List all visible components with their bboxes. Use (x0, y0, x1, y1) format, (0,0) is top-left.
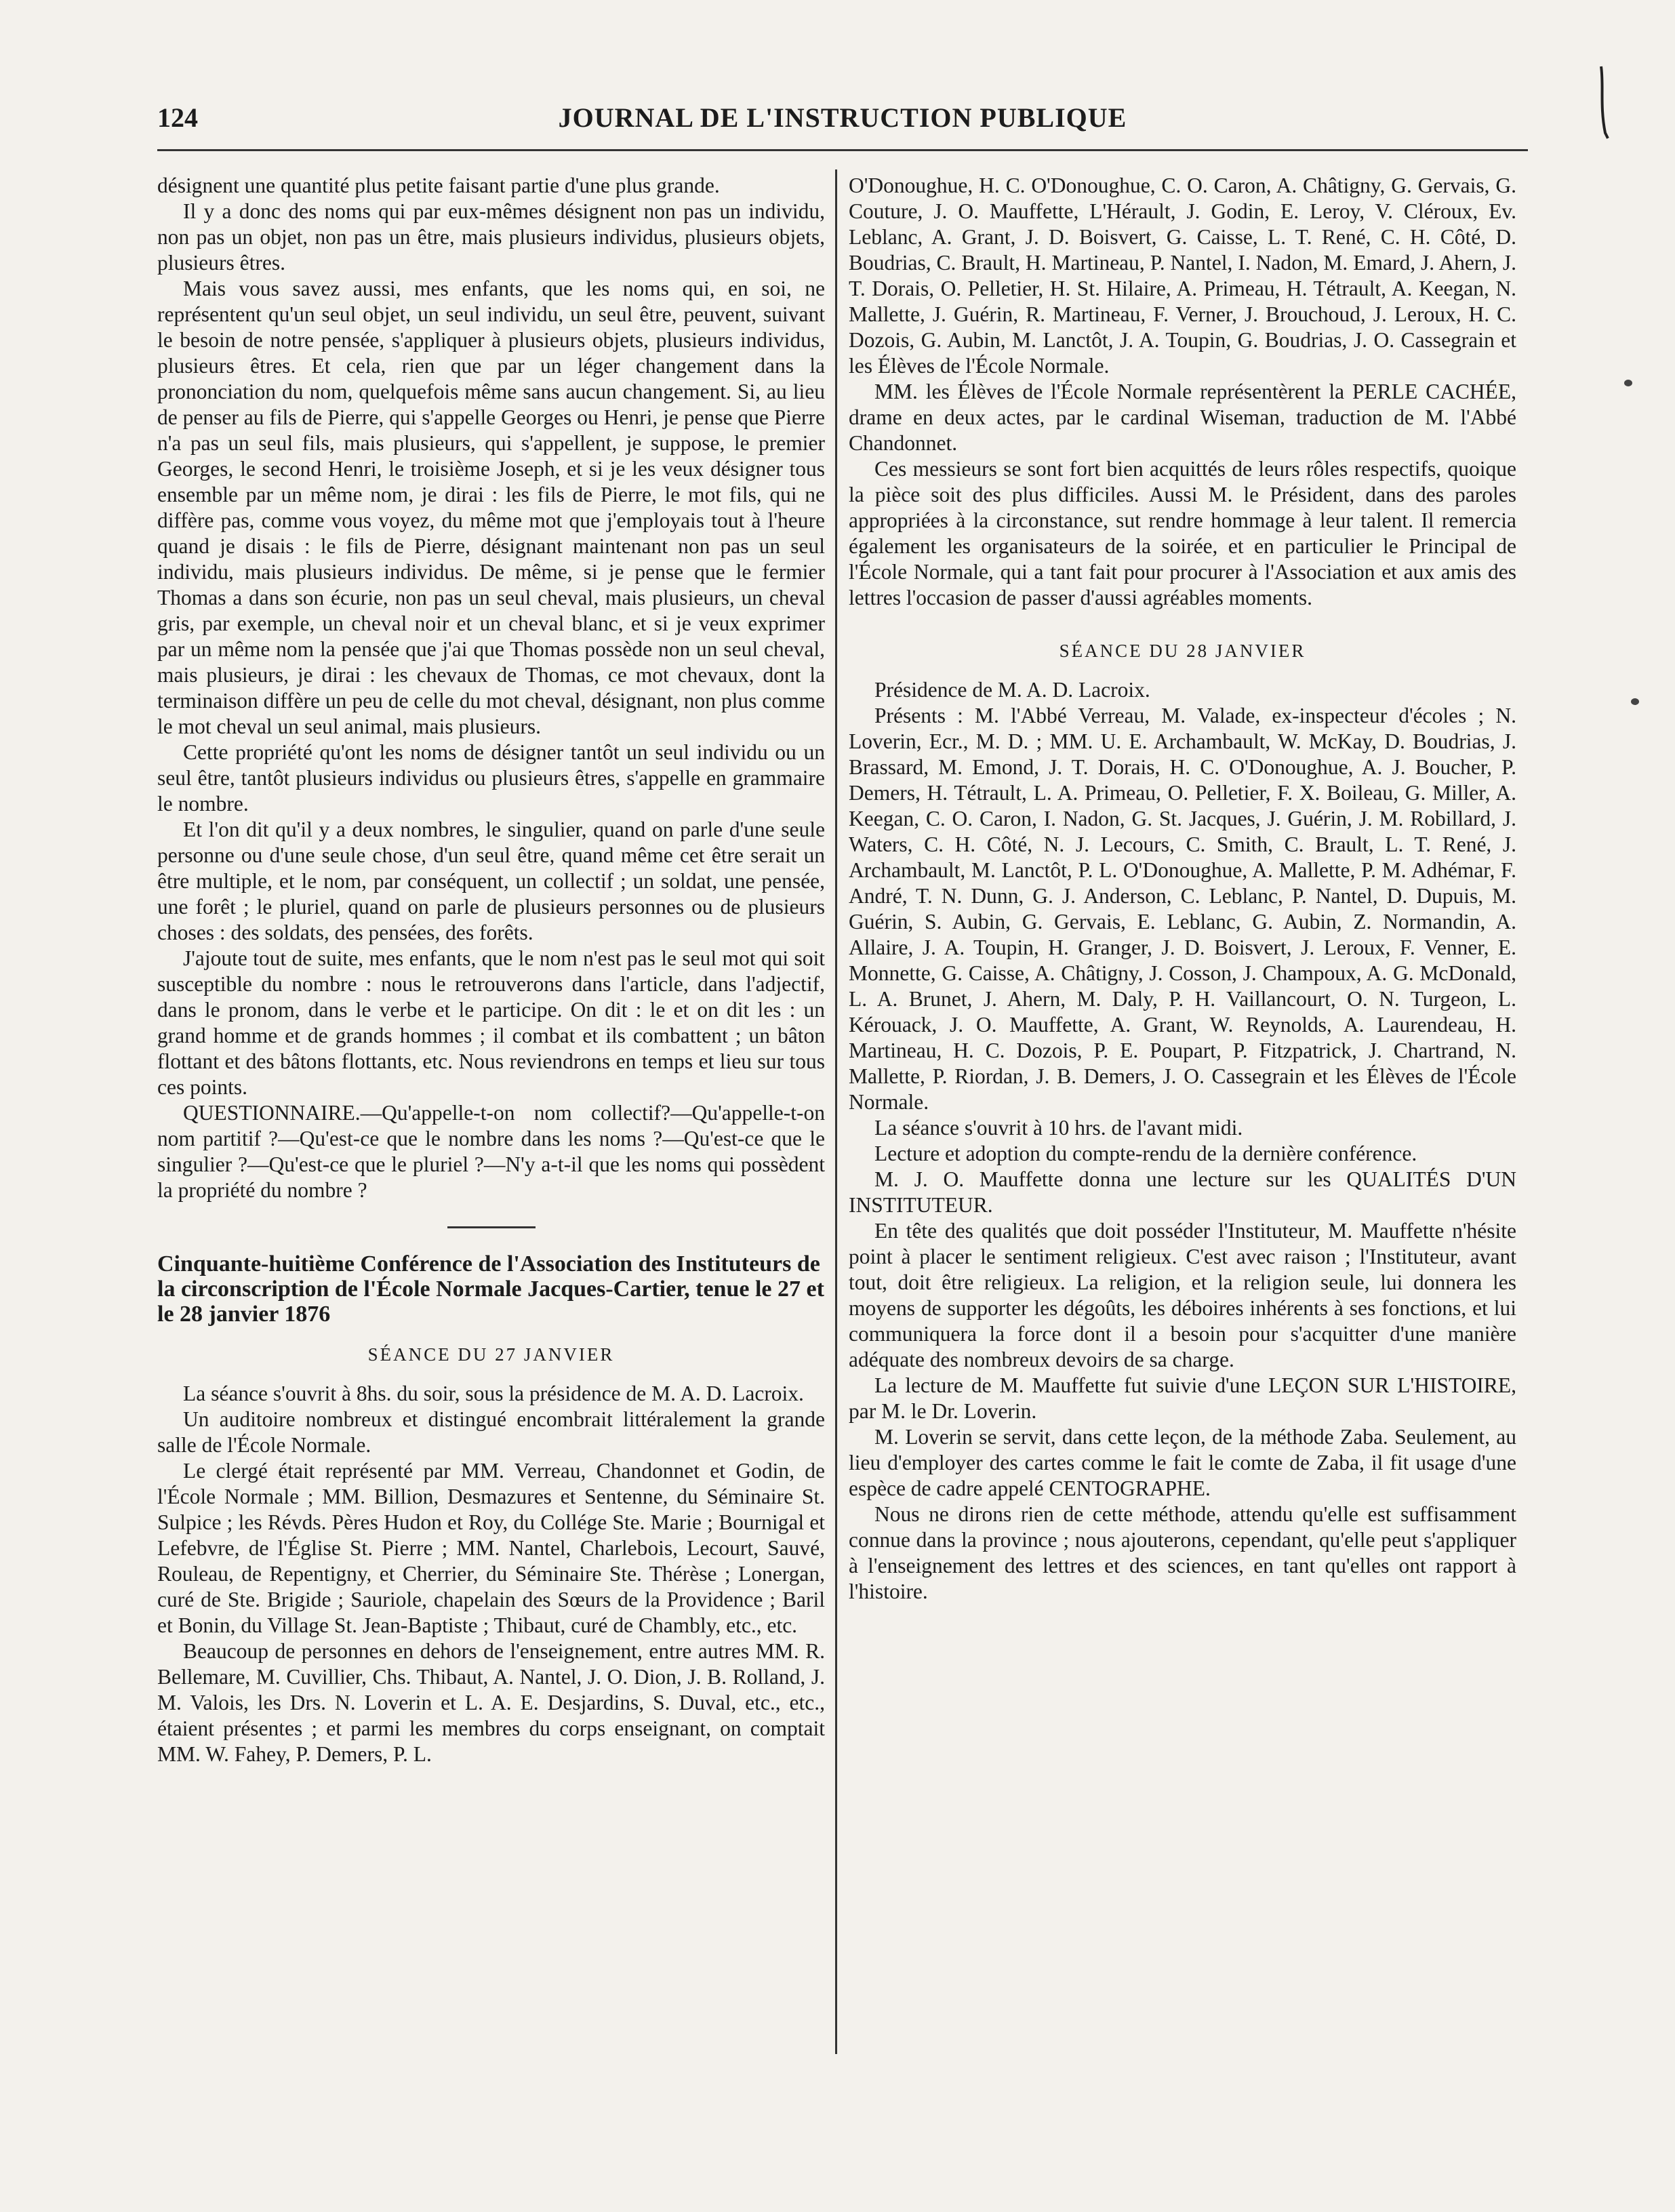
paragraph: Ces messieurs se sont fort bien acquittés de leurs rôles respectifs, quoique la pièce soit des plus difficiles. Aussi M. le Président, dans des paroles appropriées à la circonstance, sut rendre hommage à leur talent. Il remercia également les organisateurs de la soirée, et en particulier le Principal de l'École Normale, qui a tant fait pour procurer à l'Association et aux amis des lettres l'occasion de passer d'aussi agréables moments. (849, 457, 1516, 609)
page-number: 124 (157, 102, 198, 133)
paragraph: Présidence de M. A. D. Lacroix. (874, 678, 1150, 702)
ink-speck (1624, 380, 1632, 386)
ink-speck (1631, 698, 1639, 705)
right-column (849, 173, 1516, 1605)
paragraph: M. J. O. Mauffette donna une lecture sur les QUALITÉS D'UN INSTITUTEUR. (849, 1167, 1516, 1217)
paragraph: Mais vous savez aussi, mes enfants, que les noms qui, en soi, ne représentent qu'un seul objet, un seul individu, un seul être, peuvent, suivant le besoin de notre pensée, s'appliquer à plusieurs objets, plusieurs individus, plusieurs êtres. Et cela, rien que par un léger changement dans la prononciation du nom, quelquefois même sans aucun changement. Si, au lieu de penser au fils de Pierre, qui s'appelle Georges ou Henri, je pense que Pierre n'a pas un seul fils, mais plusieurs, qui s'appellent, je suppose, le premier Georges, le second Henri, le troisième Joseph, et si je les veux désigner tous ensemble par un même nom, je dirai : les fils de Pierre, le mot fils, qui ne diffère pas, comme vous voyez, du même mot que j'employais tout à l'heure quand je disais : le fils de Pierre, désignant maintenant non pas un seul individu, mais plusieurs individus. De même, si je pense que le fermier Thomas a dans son écurie, non pas un seul cheval, mais plusieurs, un cheval gris, par exemple, un cheval noir et un cheval blanc, et si je veux exprimer par un même nom la pensée que j'ai que Thomas possède non un seul cheval, mais plusieurs, je dirai : les chevaux de Thomas, ce mot chevaux, dont la terminaison diffère un peu de celle du mot cheval, désignant, non plus comme le mot cheval un seul animal, mais plusieurs. (157, 277, 825, 738)
left-column (157, 173, 825, 1767)
paragraph: La séance s'ouvrit à 10 hrs. de l'avant midi. (874, 1116, 1243, 1140)
paragraph: désignent une quantité plus petite faisant partie d'une plus grande. (157, 174, 720, 197)
paragraph: Cette propriété qu'ont les noms de désigner tantôt un seul individu ou un seul être, tantôt plusieurs individus ou plusieurs êtres, s'appelle en grammaire le nombre. (157, 740, 825, 816)
paragraph: Lecture et adoption du compte-rendu de la dernière conférence. (874, 1142, 1417, 1165)
paragraph: Nous ne dirons rien de cette méthode, attendu qu'elle est suffisamment connue dans la province ; nous ajouterons, cependant, qu'elle peut s'appliquer à l'enseignement des lettres et des sciences, en tant qu'elles ont rapport à l'histoire. (849, 1502, 1516, 1603)
paragraph: La lecture de M. Mauffette fut suivie d'une LEÇON SUR L'HISTOIRE, par M. le Dr. Loverin. (849, 1373, 1516, 1423)
paragraph: M. Loverin se servit, dans cette leçon, de la méthode Zaba. Seulement, au lieu d'employer des cartes comme le fait le comte de Zaba, il fit usage d'une espèce de cadre appelé CENTOGRAPHE. (849, 1425, 1516, 1500)
section-divider (447, 1226, 536, 1228)
paragraph: Un auditoire nombreux et distingué encombrait littéralement la grande salle de l'École Normale. (157, 1407, 825, 1457)
paragraph: MM. les Élèves de l'École Normale représentèrent la PERLE CACHÉE, drame en deux actes, par le cardinal Wiseman, traduction de M. l'Abbé Chandonnet. (849, 380, 1516, 455)
paragraph: O'Donoughue, H. C. O'Donoughue, C. O. Caron, A. Châtigny, G. Gervais, G. Couture, J. O. Mauffette, L'Hérault, J. Godin, E. Leroy, V. Cléroux, Ev. Leblanc, A. Grant, J. D. Boisvert, G. Caisse, L. T. René, C. H. Côté, D. Boudrias, C. Brault, H. Martineau, P. Nantel, I. Nadon, M. Emard, J. Ahern, J. T. Dorais, O. Pelletier, H. St. Hilaire, A. Primeau, H. Tétrault, A. Keegan, N. Mallette, J. Guérin, R. Martineau, F. Verner, J. Brouchoud, J. Leroux, H. C. Dozois, G. Aubin, M. Lanctôt, J. A. Toupin, G. Boudrias, J. O. Cassegrain et les Élèves de l'École Normale. (849, 174, 1516, 378)
paragraph: La séance s'ouvrit à 8hs. du soir, sous la présidence de M. A. D. Lacroix. (183, 1382, 804, 1405)
paragraph: Et l'on dit qu'il y a deux nombres, le singulier, quand on parle d'une seule personne ou d'une seule chose, d'un seul être, quand même cet être serait un être multiple, et le nom, par conséquent, un collectif ; un soldat, une pensée, une forêt ; le pluriel, quand on parle de plusieurs personnes ou de plusieurs choses : des soldats, des pensées, des forêts. (157, 818, 825, 944)
header-rule (157, 149, 1528, 151)
journal-title: JOURNAL DE L'INSTRUCTION PUBLIQUE (558, 102, 1127, 133)
column-divider (835, 169, 837, 2054)
paragraph: Le clergé était représenté par MM. Verreau, Chandonnet et Godin, de l'École Normale ; MM. Billion, Desmazures et Sentenne, du Séminaire St. Sulpice ; les Révds. Pères Hudon et Roy, du Collége Ste. Marie ; Bournigal et Lefebvre, de l'Église St. Pierre ; MM. Nantel, Charlebois, Lecourt, Sauvé, Rouleau, de Repentigny, et Cherrier, du Séminaire Ste. Thérèse ; Lonergan, curé de Ste. Brigide ; Sauriole, chapelain des Sœurs de la Providence ; Baril et Bonin, du Village St. Jean-Baptiste ; Thibaut, curé de Chambly, etc., etc. (157, 1459, 825, 1637)
paragraph: Présents : M. l'Abbé Verreau, M. Valade, ex-inspecteur d'écoles ; N. Loverin, Ecr., M. D. ; MM. U. E. Archambault, W. McKay, D. Boudrias, J. Brassard, M. Emond, J. T. Dorais, H. C. O'Donoughue, A. J. Boucher, P. Demers, H. Tétrault, L. A. Primeau, O. Pelletier, F. X. Boileau, G. Miller, A. Keegan, C. O. Caron, I. Nadon, G. St. Jacques, J. Guérin, J. M. Robillard, J. Waters, C. H. Côté, N. J. Lecours, C. Smith, C. Brault, L. T. René, J. Archambault, M. Lanctôt, P. L. O'Donoughue, A. Mallette, P. M. Adhémar, F. André, T. N. Dunn, G. J. Anderson, C. Leblanc, P. Nantel, D. Dupuis, M. Guérin, S. Aubin, G. Gervais, E. Leblanc, G. Aubin, Z. Normandin, A. Allaire, J. A. Toupin, H. Granger, J. D. Boisvert, J. Leroux, F. Venner, E. Monnette, G. Caisse, A. Châtigny, J. Cosson, J. Champoux, A. G. McDonald, L. A. Brunet, J. Ahern, M. Daly, P. H. Vaillancourt, O. N. Turgeon, L. Kérouack, J. O. Mauffette, A. Grant, W. Reynolds, A. Laurendeau, H. Martineau, H. C. Dozois, P. E. Poupart, P. Fitzpatrick, J. Chartrand, N. Mallette, P. Riordan, J. B. Demers, J. O. Cassegrain et les Élèves de l'École Normale. (849, 704, 1516, 1114)
paragraph: Il y a donc des noms qui par eux-mêmes désignent non pas un individu, non pas un objet, non pas un être, mais plusieurs individus, plusieurs objets, plusieurs êtres. (157, 199, 825, 275)
seance-heading-28: SÉANCE DU 28 JANVIER (1059, 641, 1306, 661)
paragraph: En tête des qualités que doit posséder l'Instituteur, M. Mauffette n'hésite point à placer le sentiment religieux. C'est avec raison ; l'Instituteur, avant tout, doit être religieux. La religion, et la religion seule, lui donnera les moyens de supporter les dégoûts, les déboires inhérents à ses fonctions, et lui communiquera la force dont il a besoin pour s'acquitter d'une manière adéquate des nombreux devoirs de sa charge. (849, 1219, 1516, 1371)
conference-title: Cinquante-huitième Conférence de l'Association des Instituteurs de la circonscription de l'École Normale Jacques-Cartier, tenue le 27 et le 28 janvier 1876 (157, 1251, 824, 1327)
paragraph: Beaucoup de personnes en dehors de l'enseignement, entre autres MM. R. Bellemare, M. Cuvillier, Chs. Thibaut, A. Nantel, J. O. Dion, J. B. Rolland, J. M. Valois, les Drs. N. Loverin et L. A. E. Desjardins, S. Duval, etc., etc., étaient présentes ; et parmi les membres du corps enseignant, on comptait MM. W. Fahey, P. Demers, P. L. (157, 1639, 825, 1766)
seance-heading-27: SÉANCE DU 27 JANVIER (367, 1344, 615, 1365)
questionnaire: QUESTIONNAIRE.—Qu'appelle-t-on nom collectif?—Qu'appelle-t-on nom partitif ?—Qu'est-ce que le nombre dans les noms ?—Qu'est-ce que le singulier ?—Qu'est-ce que le pluriel ?—N'y a-t-il que les noms qui possèdent la propriété du nombre ? (157, 1101, 825, 1202)
margin-ink-mark-icon (1597, 65, 1611, 140)
page-header (157, 102, 1528, 142)
paragraph: J'ajoute tout de suite, mes enfants, que le nom n'est pas le seul mot qui soit susceptible du nombre : nous le retrouverons dans l'article, dans l'adjectif, dans le pronom, dans le verbe et le participe. On dit : le et on dit les : un grand homme et de grands hommes ; il combat et ils combattent ; un bâton flottant et des bâtons flottants, etc. Nous reviendrons en temps et lieu sur tous ces points. (157, 946, 825, 1099)
